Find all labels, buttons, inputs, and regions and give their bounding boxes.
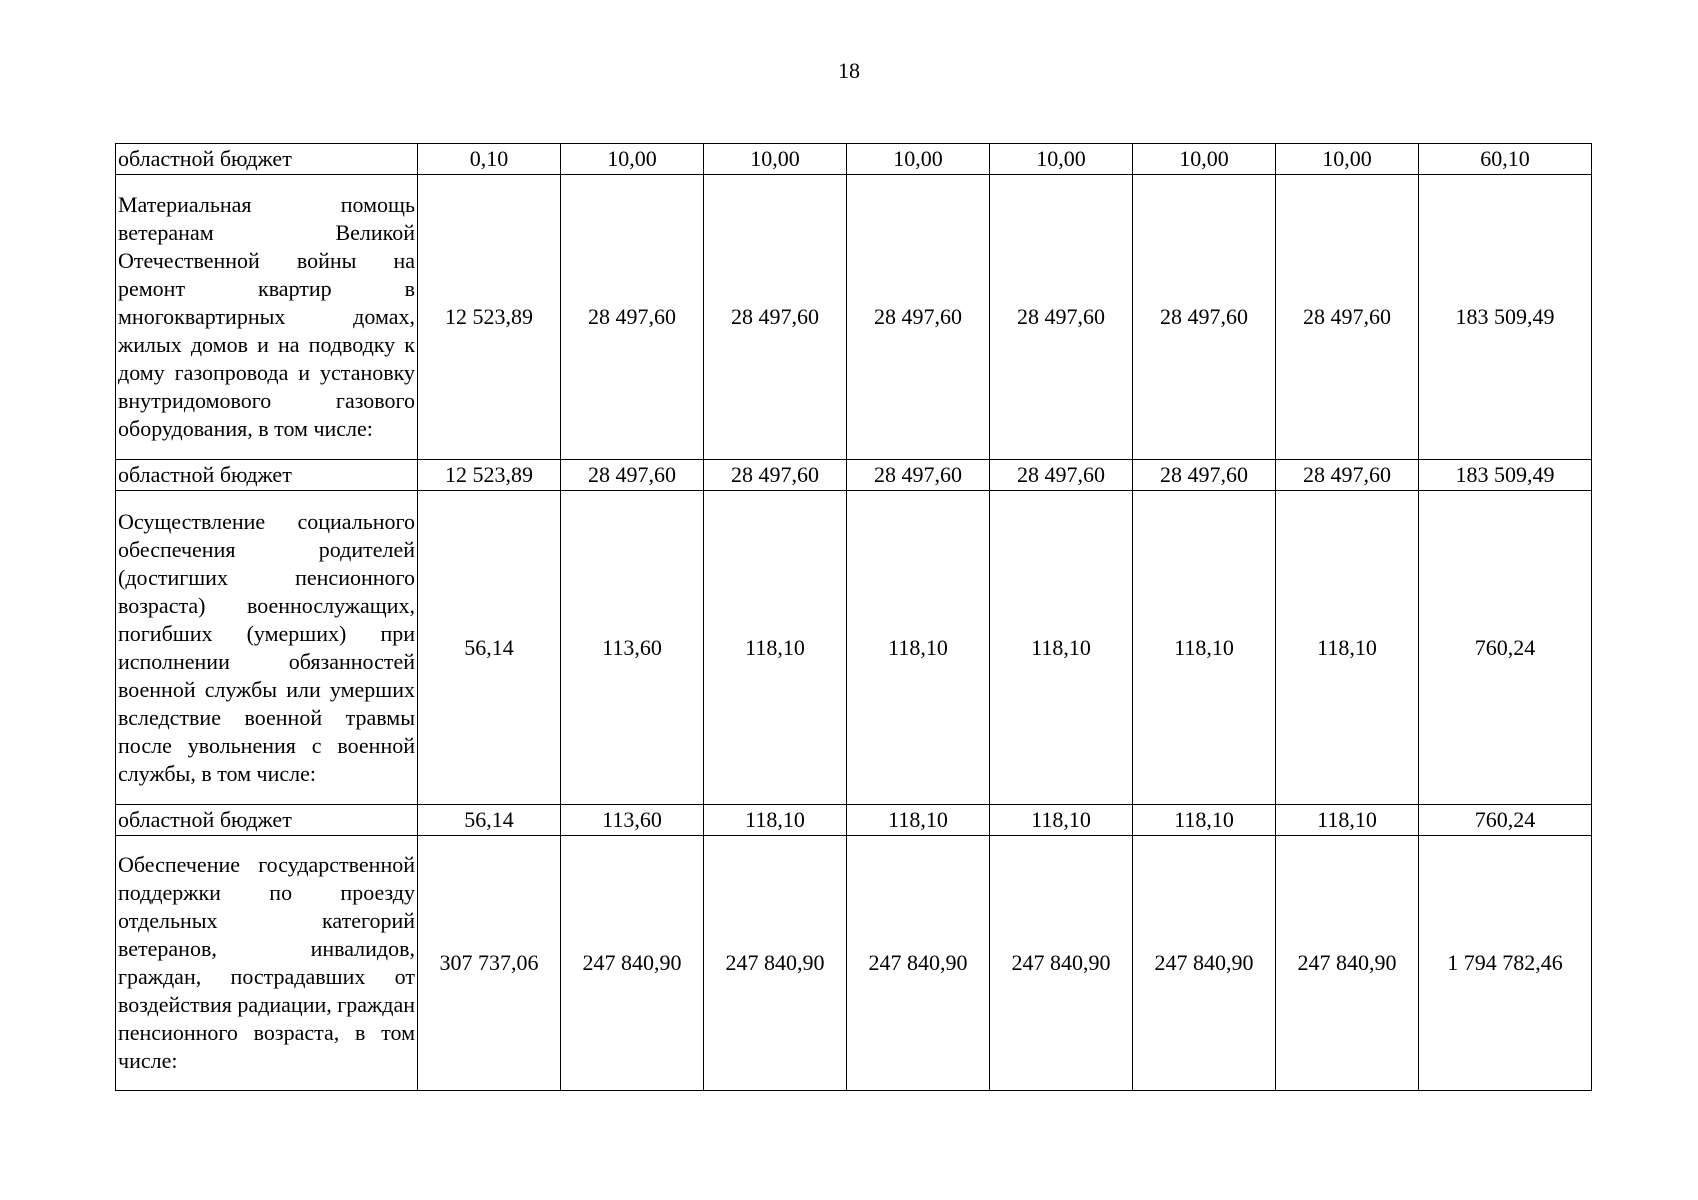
row-label: областной бюджет [116,144,418,175]
table-cell: 28 497,60 [847,460,990,491]
table-cell: 118,10 [704,491,847,805]
table-cell: 247 840,90 [1133,836,1276,1091]
table-cell-total: 183 509,49 [1419,460,1592,491]
table-cell: 10,00 [561,144,704,175]
table-cell: 118,10 [990,491,1133,805]
table-cell: 118,10 [847,491,990,805]
table-cell: 118,10 [847,805,990,836]
table-cell: 113,60 [561,491,704,805]
table-row [116,144,1592,175]
table-cell: 247 840,90 [561,836,704,1091]
table-cell: 10,00 [847,144,990,175]
table-cell: 10,00 [990,144,1133,175]
table-cell: 10,00 [704,144,847,175]
table-cell: 10,00 [1276,144,1419,175]
table-cell: 12 523,89 [418,460,561,491]
table-cell-total: 1 794 782,46 [1419,836,1592,1091]
table-cell: 118,10 [704,805,847,836]
table-row [116,805,1592,836]
budget-table [115,143,1592,1091]
table-cell: 247 840,90 [990,836,1133,1091]
page-number: 18 [838,58,860,83]
table-cell: 56,14 [418,491,561,805]
table-cell: 118,10 [1276,805,1419,836]
table-row [116,175,1592,460]
table-cell: 28 497,60 [1276,175,1419,460]
table-cell: 118,10 [990,805,1133,836]
row-label: областной бюджет [116,805,418,836]
table-cell: 307 737,06 [418,836,561,1091]
table-cell: 28 497,60 [704,460,847,491]
table-cell-total: 760,24 [1419,491,1592,805]
table-cell-total: 60,10 [1419,144,1592,175]
table-cell: 113,60 [561,805,704,836]
table-row [116,491,1592,805]
table-cell: 0,10 [418,144,561,175]
table-cell: 10,00 [1133,144,1276,175]
row-label: Обеспечение государственной поддержки по проезду отдельных категорий ветеранов, инвалидов, граждан, пострадавших от воздействия радиации, граждан пенсионного возраста, в том числе: [116,836,418,1091]
table-cell: 28 497,60 [1276,460,1419,491]
row-label: областной бюджет [116,460,418,491]
table-cell: 28 497,60 [704,175,847,460]
table-cell: 28 497,60 [1133,460,1276,491]
table-cell: 118,10 [1133,491,1276,805]
table-cell: 56,14 [418,805,561,836]
table-cell: 118,10 [1133,805,1276,836]
table-cell: 247 840,90 [847,836,990,1091]
row-label: Материальная помощь ветеранам Великой Отечественной войны на ремонт квартир в многоквартирных домах, жилых домов и на подводку к дому газопровода и установку внутридомового газового оборудования, в том числе: [116,175,418,460]
table-cell: 28 497,60 [847,175,990,460]
table-cell: 28 497,60 [561,460,704,491]
table-row [116,836,1592,1091]
row-label: Осуществление социального обеспечения родителей (достигших пенсионного возраста) военнослужащих, погибших (умерших) при исполнении обязанностей военной службы или умерших вследствие военной травмы после увольнения с военной службы, в том числе: [116,491,418,805]
table-cell: 28 497,60 [1133,175,1276,460]
table-cell-total: 183 509,49 [1419,175,1592,460]
table-cell: 28 497,60 [990,460,1133,491]
table-cell: 247 840,90 [704,836,847,1091]
table-row [116,460,1592,491]
table-cell: 12 523,89 [418,175,561,460]
table-cell: 28 497,60 [990,175,1133,460]
table-cell: 28 497,60 [561,175,704,460]
table-cell-total: 760,24 [1419,805,1592,836]
table-cell: 118,10 [1276,491,1419,805]
table-cell: 247 840,90 [1276,836,1419,1091]
